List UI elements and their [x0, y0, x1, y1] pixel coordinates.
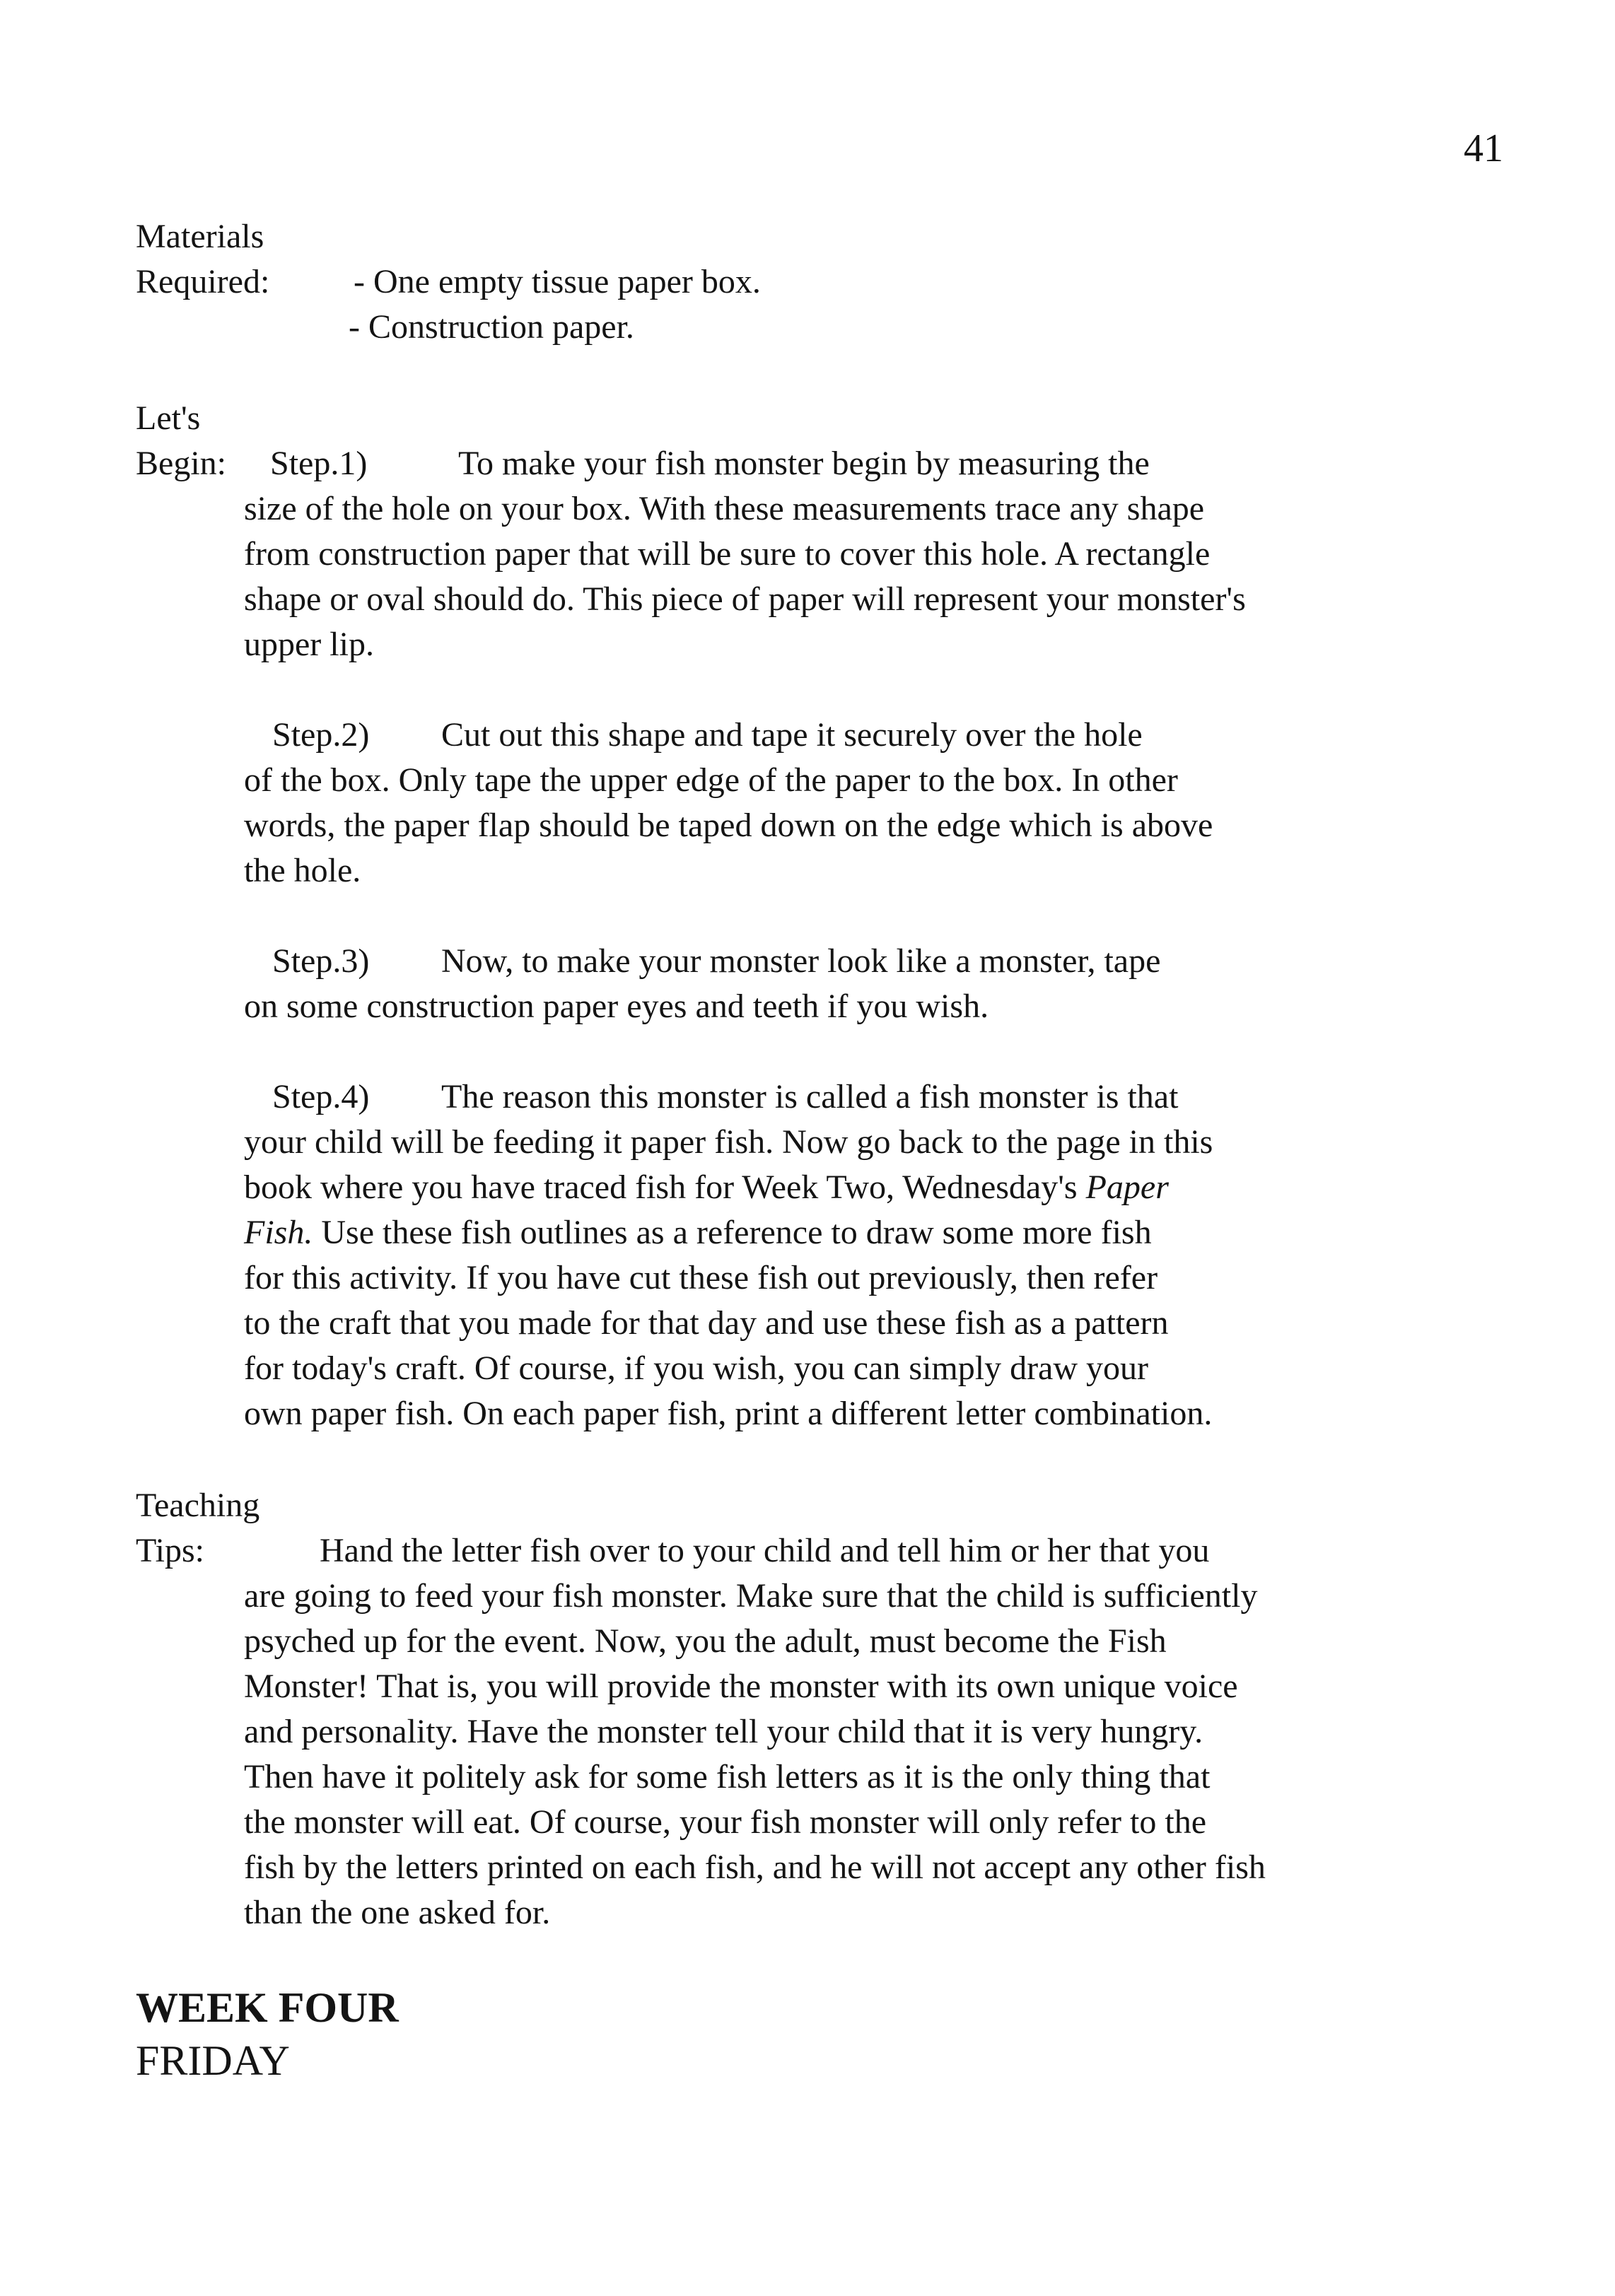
- step-line: for this activity. If you have cut these fish out previously, then refer: [244, 1259, 1158, 1296]
- tips-line: and personality. Have the monster tell your child that it is very hungry.: [244, 1713, 1203, 1750]
- step-first-line: Cut out this shape and tape it securely over the hole: [441, 716, 1143, 754]
- materials-item: - One empty tissue paper box.: [354, 263, 761, 300]
- step-label: Step.2): [272, 716, 370, 754]
- step-line-text: Use these fish outlines as a reference to draw some more fish: [313, 1214, 1152, 1251]
- tips-line: fish by the letters printed on each fish, and he will not accept any other fish: [244, 1849, 1266, 1886]
- step-body: [244, 984, 989, 1029]
- step-line: shape or oval should do. This piece of paper will represent your monster's: [244, 580, 1246, 618]
- step-line: [244, 1210, 1213, 1255]
- step-line: words, the paper flap should be taped down on the edge which is above: [244, 807, 1213, 844]
- step-label: Step.3): [272, 942, 370, 980]
- lets-begin-label-line1: Let's: [136, 399, 201, 437]
- step-body: [244, 486, 1246, 667]
- step-line: the hole.: [244, 852, 361, 889]
- step-line: [244, 1165, 1213, 1210]
- step-line: your child will be feeding it paper fish. Now go back to the page in this: [244, 1123, 1213, 1161]
- teaching-tips-label-line1: Teaching: [136, 1487, 260, 1524]
- step-line-text: book where you have traced fish for Week Two, Wednesday's: [244, 1168, 1086, 1206]
- materials-item: - Construction paper.: [349, 308, 634, 346]
- tips-line: Monster! That is, you will provide the monster with its own unique voice: [244, 1668, 1238, 1705]
- step-line: own paper fish. On each paper fish, print a different letter combination.: [244, 1395, 1213, 1432]
- italic-title: Fish.: [244, 1214, 313, 1251]
- teaching-tips-label-line2: Tips:: [136, 1532, 204, 1569]
- step-line: for today's craft. Of course, if you wish, you can simply draw your: [244, 1349, 1149, 1387]
- step-first-line: To make your fish monster begin by measuring the: [458, 445, 1150, 482]
- tips-line: than the one asked for.: [244, 1894, 551, 1931]
- materials-label-line1: Materials: [136, 218, 264, 255]
- day-heading: FRIDAY: [136, 2037, 290, 2084]
- tips-line: psyched up for the event. Now, you the adult, must become the Fish: [244, 1622, 1167, 1660]
- step-body: [244, 1120, 1213, 1436]
- step-first-line: The reason this monster is called a fish monster is that: [441, 1078, 1179, 1115]
- step-line: upper lip.: [244, 626, 374, 663]
- step-line: to the craft that you made for that day and use these fish as a pattern: [244, 1304, 1169, 1342]
- italic-title: Paper: [1085, 1168, 1169, 1206]
- tips-line: Then have it politely ask for some fish letters as it is the only thing that: [244, 1758, 1211, 1796]
- lets-begin-label-line2: Begin:: [136, 445, 226, 482]
- step-line: size of the hole on your box. With these measurements trace any shape: [244, 490, 1205, 527]
- materials-label-line2: Required:: [136, 263, 270, 300]
- step-line: on some construction paper eyes and teeth if you wish.: [244, 988, 989, 1025]
- tips-line: are going to feed your fish monster. Make sure that the child is sufficiently: [244, 1577, 1258, 1615]
- week-heading: WEEK FOUR: [136, 1984, 399, 2031]
- page-number: 41: [1464, 127, 1503, 170]
- step-line: from construction paper that will be sure to cover this hole. A rectangle: [244, 535, 1211, 573]
- step-label: Step.4): [272, 1078, 370, 1115]
- tips-line: the monster will eat. Of course, your fish monster will only refer to the: [244, 1803, 1206, 1841]
- teaching-tips-body: [244, 1574, 1266, 1935]
- teaching-tips-first-line: Hand the letter fish over to your child and tell him or her that you: [320, 1532, 1210, 1569]
- step-first-line: Now, to make your monster look like a monster, tape: [441, 942, 1161, 980]
- step-line: of the box. Only tape the upper edge of the paper to the box. In other: [244, 761, 1178, 799]
- step-label: Step.1): [270, 445, 368, 482]
- step-body: [244, 758, 1213, 894]
